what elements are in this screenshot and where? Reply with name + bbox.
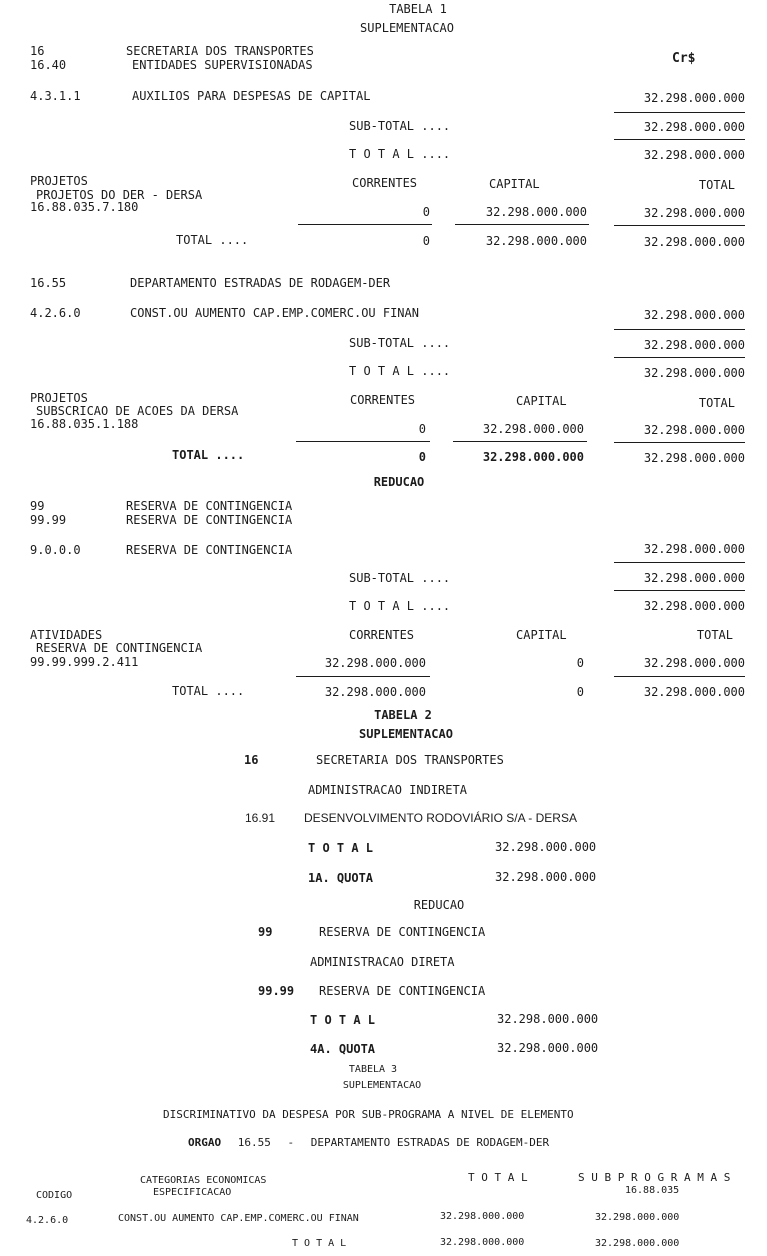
t1a-col-total: TOTAL — [698, 178, 735, 192]
t1a-row-correntes: 0 — [422, 205, 430, 219]
t1b-total-value: 32.298.000.000 — [643, 366, 745, 380]
t1c-desc: RESERVA DE CONTINGENCIA — [126, 543, 293, 557]
t2-subtitle: SUPLEMENTACAO — [359, 727, 453, 741]
t1c-proj-name: RESERVA DE CONTINGENCIA — [36, 641, 203, 655]
t1b-proj-name: SUBSCRICAO DE ACOES DA DERSA — [36, 404, 239, 418]
t1c-rule-c1 — [296, 676, 430, 677]
t1c-value: 32.298.000.000 — [643, 542, 745, 556]
t2-res-code: 99 — [258, 925, 273, 939]
t1a-sum-correntes: 0 — [422, 234, 430, 248]
t1a-rule-1 — [614, 112, 745, 113]
t1b-value: 32.298.000.000 — [643, 308, 745, 322]
t3-heading: DISCRIMINATIVO DA DESPESA POR SUB-PROGRAMA A NIVEL DE ELEMENTO — [163, 1108, 574, 1121]
t1a-proj-code: 16.88.035.7.180 — [30, 200, 139, 214]
t1b-rule-c3 — [614, 442, 745, 443]
t1c-row-correntes: 32.298.000.000 — [324, 656, 426, 670]
t1b-sum-total: 32.298.000.000 — [643, 451, 745, 465]
t2-admin-dir: ADMINISTRACAO DIRETA — [310, 955, 455, 969]
t2-admin-ind: ADMINISTRACAO INDIRETA — [308, 783, 467, 797]
t1a-subtotal-label: SUB-TOTAL .... — [349, 119, 451, 133]
t2-org-name: SECRETARIA DOS TRANSPORTES — [316, 753, 504, 767]
t1b-rule-c2 — [453, 441, 587, 442]
t1a-total-value: 32.298.000.000 — [643, 148, 745, 162]
t1-unit-code: 16.40 — [30, 58, 67, 72]
t1c-proj-code: 99.99.999.2.411 — [30, 655, 139, 669]
t2-res-name: RESERVA DE CONTINGENCIA — [319, 925, 486, 939]
t3-col-esp: ESPECIFICACAO — [153, 1187, 232, 1198]
t1-dept-code: 16.55 — [30, 276, 67, 290]
t1a-proj-label: PROJETOS — [30, 174, 88, 188]
t2-quota2-value: 32.298.000.000 — [497, 1041, 599, 1055]
t2-total-label: T O T A L — [308, 841, 374, 855]
t1c-sum-total: 32.298.000.000 — [643, 685, 745, 699]
t1b-rule-1 — [614, 329, 745, 330]
t2-res-name2: RESERVA DE CONTINGENCIA — [319, 984, 486, 998]
t1b-col-capital: CAPITAL — [516, 394, 567, 408]
t1a-desc: AUXILIOS PARA DESPESAS DE CAPITAL — [132, 89, 371, 103]
t1a-value: 32.298.000.000 — [643, 91, 745, 105]
t1c-col-correntes: CORRENTES — [349, 628, 415, 642]
t3-row-desc: CONST.OU AUMENTO CAP.EMP.COMERC.OU FINAN — [118, 1213, 359, 1224]
t1a-row-capital: 32.298.000.000 — [485, 205, 587, 219]
t1b-row-correntes: 0 — [418, 422, 426, 436]
t1-res-name2: RESERVA DE CONTINGENCIA — [126, 513, 293, 527]
t1-subtitle: SUPLEMENTACAO — [360, 21, 454, 35]
t1c-row-capital: 0 — [576, 656, 584, 670]
t1b-proj-label: PROJETOS — [30, 391, 88, 405]
t3-col-sub-code: 16.88.035 — [625, 1185, 680, 1196]
t3-subtitle: SUPLEMENTACAO — [342, 1080, 422, 1091]
t2-quota2-label: 4A. QUOTA — [310, 1042, 376, 1056]
t1c-rule-2 — [614, 590, 745, 591]
t2-ent-code: 16.91 — [245, 811, 276, 825]
t1b-proj-code: 16.88.035.1.188 — [30, 417, 139, 431]
t1b-sum-capital: 32.298.000.000 — [482, 450, 584, 464]
t3-row-code: 4.2.6.0 — [26, 1215, 69, 1226]
t2-reducao: REDUCAO — [413, 898, 465, 912]
t1-res-name1: RESERVA DE CONTINGENCIA — [126, 499, 293, 513]
t2-total-value: 32.298.000.000 — [495, 840, 597, 854]
t1a-rule-c2 — [455, 224, 589, 225]
t1-res-code1: 99 — [30, 499, 45, 513]
t1a-total-label: T O T A L .... — [349, 147, 451, 161]
t3-title: TABELA 3 — [348, 1064, 398, 1075]
t1b-desc: CONST.OU AUMENTO CAP.EMP.COMERC.OU FINAN — [130, 306, 419, 320]
t2-quota-value: 32.298.000.000 — [495, 870, 597, 884]
t1c-col-capital: CAPITAL — [516, 628, 567, 642]
t1b-col-total: TOTAL — [698, 396, 735, 410]
t1c-sum-capital: 0 — [576, 685, 584, 699]
t3-orgao-line — [188, 1136, 549, 1149]
t3-sum-total: 32.298.000.000 — [440, 1237, 525, 1248]
t1b-sum-correntes: 0 — [418, 450, 426, 464]
t3-orgao-name: DEPARTAMENTO ESTRADAS DE RODAGEM-DER — [310, 1136, 550, 1149]
t1-org-code: 16 — [30, 44, 45, 58]
t2-quota-label: 1A. QUOTA — [308, 871, 374, 885]
t3-row-total: 32.298.000.000 — [440, 1211, 525, 1222]
t1b-code: 4.2.6.0 — [30, 306, 81, 320]
t1a-proj-name: PROJETOS DO DER - DERSA — [36, 188, 203, 202]
t1b-total-label: T O T A L .... — [349, 364, 451, 378]
t1a-rule-c3 — [614, 225, 745, 226]
t3-col-codigo: CODIGO — [36, 1190, 73, 1201]
t1a-code: 4.3.1.1 — [30, 89, 81, 103]
t1c-rule-c3 — [614, 676, 745, 677]
t3-orgao-code: 16.55 — [237, 1136, 271, 1149]
t1a-col-correntes: CORRENTES — [352, 176, 418, 190]
t1c-code: 9.0.0.0 — [30, 543, 81, 557]
t3-sum-sub: 32.298.000.000 — [595, 1238, 680, 1249]
t1b-row-total: 32.298.000.000 — [643, 423, 745, 437]
t1b-subtotal-label: SUB-TOTAL .... — [349, 336, 451, 350]
t1c-subtotal-label: SUB-TOTAL .... — [349, 571, 451, 585]
t1c-total-label: T O T A L .... — [349, 599, 451, 613]
t1-res-code2: 99.99 — [30, 513, 67, 527]
t1b-rule-c1 — [296, 441, 430, 442]
t1b-rule-2 — [614, 357, 745, 358]
t3-orgao-label: ORGAO — [188, 1136, 222, 1149]
t1c-total-value: 32.298.000.000 — [643, 599, 745, 613]
t1b-row-capital: 32.298.000.000 — [482, 422, 584, 436]
t3-col-cat: CATEGORIAS ECONOMICAS — [140, 1175, 267, 1186]
t1c-sum-correntes: 32.298.000.000 — [324, 685, 426, 699]
t1-title: TABELA 1 — [389, 2, 447, 16]
t1c-col-total: TOTAL — [696, 628, 733, 642]
t1c-subtotal-value: 32.298.000.000 — [643, 571, 745, 585]
t1-dept-name: DEPARTAMENTO ESTRADAS DE RODAGEM-DER — [130, 276, 391, 290]
t1b-sum-label: TOTAL .... — [172, 448, 245, 462]
t1a-rule-2 — [614, 139, 745, 140]
t2-total2-value: 32.298.000.000 — [497, 1012, 599, 1026]
t1-unit-name: ENTIDADES SUPERVISIONADAS — [132, 58, 313, 72]
t3-col-total: T O T A L — [468, 1171, 528, 1184]
t1c-proj-label: ATIVIDADES — [30, 628, 103, 642]
t2-title: TABELA 2 — [374, 708, 432, 722]
t1a-sum-total: 32.298.000.000 — [643, 235, 745, 249]
t2-org-code: 16 — [244, 753, 259, 767]
t1b-subtotal-value: 32.298.000.000 — [643, 338, 745, 352]
t1a-rule-c1 — [298, 224, 432, 225]
t1c-rule-1 — [614, 562, 745, 563]
t1c-sum-label: TOTAL .... — [172, 684, 245, 698]
t1a-subtotal-value: 32.298.000.000 — [643, 120, 745, 134]
t1a-sum-capital: 32.298.000.000 — [485, 234, 587, 248]
t1a-sum-label: TOTAL .... — [176, 233, 249, 247]
t1-reducao: REDUCAO — [373, 475, 425, 489]
t2-total2-label: T O T A L — [310, 1013, 376, 1027]
t2-ent-name: DESENVOLVIMENTO RODOVIÁRIO S/A - DERSA — [304, 811, 577, 825]
t1a-col-capital: CAPITAL — [489, 177, 540, 191]
t1c-row-total: 32.298.000.000 — [643, 656, 745, 670]
t1a-row-total: 32.298.000.000 — [643, 206, 745, 220]
t3-orgao-sep: - — [287, 1136, 295, 1149]
t3-row-sub: 32.298.000.000 — [595, 1212, 680, 1223]
t3-col-sub: S U B P R O G R A M A S — [578, 1171, 731, 1184]
t1-org-name: SECRETARIA DOS TRANSPORTES — [126, 44, 314, 58]
t2-res-code2: 99.99 — [258, 984, 295, 998]
t1b-col-correntes: CORRENTES — [350, 393, 416, 407]
t3-sum-label: T O T A L — [292, 1238, 347, 1249]
t1-currency: Cr$ — [672, 51, 696, 66]
